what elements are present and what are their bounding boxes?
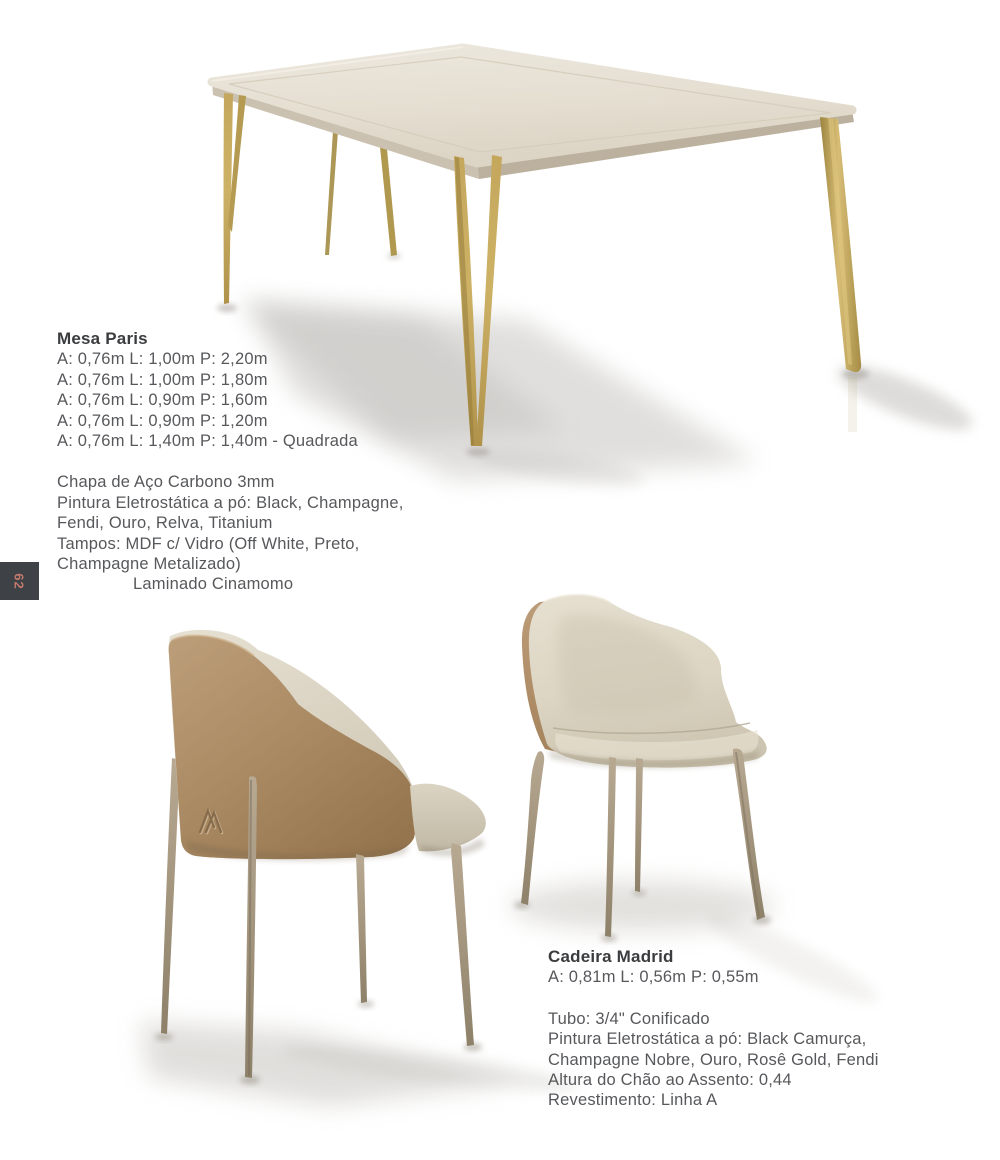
spacer: [57, 451, 404, 472]
cadeira-spec-line: Tubo: 3/4" Conificado: [548, 1009, 710, 1028]
cadeira-dimension-line: A: 0,81m L: 0,56m P: 0,55m: [548, 968, 759, 987]
cadeira-spec-line: Champagne Nobre, Ouro, Rosê Gold, Fendi: [548, 1050, 879, 1069]
mesa-spec-line: Fendi, Ouro, Relva, Titanium: [57, 514, 273, 533]
mesa-dimension-line: A: 0,76m L: 1,00m P: 1,80m: [57, 370, 268, 389]
mesa-dimension-line: A: 0,76m L: 0,90m P: 1,20m: [57, 411, 268, 430]
product-title-cadeira-madrid: Cadeira Madrid: [548, 947, 674, 966]
cadeira-spec-line: Revestimento: Linha A: [548, 1091, 718, 1110]
mesa-spec-line: Pintura Eletrostática a pó: Black, Champagne,: [57, 493, 404, 512]
mesa-spec-line: Laminado Cinamomo: [133, 575, 294, 594]
mesa-dimension-line: A: 0,76m L: 0,90m P: 1,60m: [57, 391, 268, 410]
chair-back-view: [140, 630, 580, 1106]
page-number-tab: [0, 562, 39, 600]
mesa-dimension-line: A: 0,76m L: 1,40m P: 1,40m - Quadrada: [57, 432, 358, 451]
chair-back-shadow: [140, 1001, 580, 1107]
mesa-paris-info: [57, 329, 404, 595]
cadeira-spec-line: Altura do Chão ao Assento: 0,44: [548, 1071, 792, 1090]
mesa-spec-line: Chapa de Aço Carbono 3mm: [57, 473, 275, 492]
mesa-spec-line: Champagne Metalizado): [57, 555, 241, 574]
spacer: [548, 988, 879, 1009]
mesa-dimension-line: A: 0,76m L: 1,00m P: 2,20m: [57, 350, 268, 369]
page-number: 62: [12, 572, 27, 590]
cadeira-madrid-info: [548, 947, 879, 1111]
cadeira-spec-line: Pintura Eletrostática a pó: Black Camurça,: [548, 1030, 867, 1049]
product-title-mesa-paris: Mesa Paris: [57, 329, 148, 348]
mesa-spec-line: Tampos: MDF c/ Vidro (Off White, Preto,: [57, 534, 360, 553]
